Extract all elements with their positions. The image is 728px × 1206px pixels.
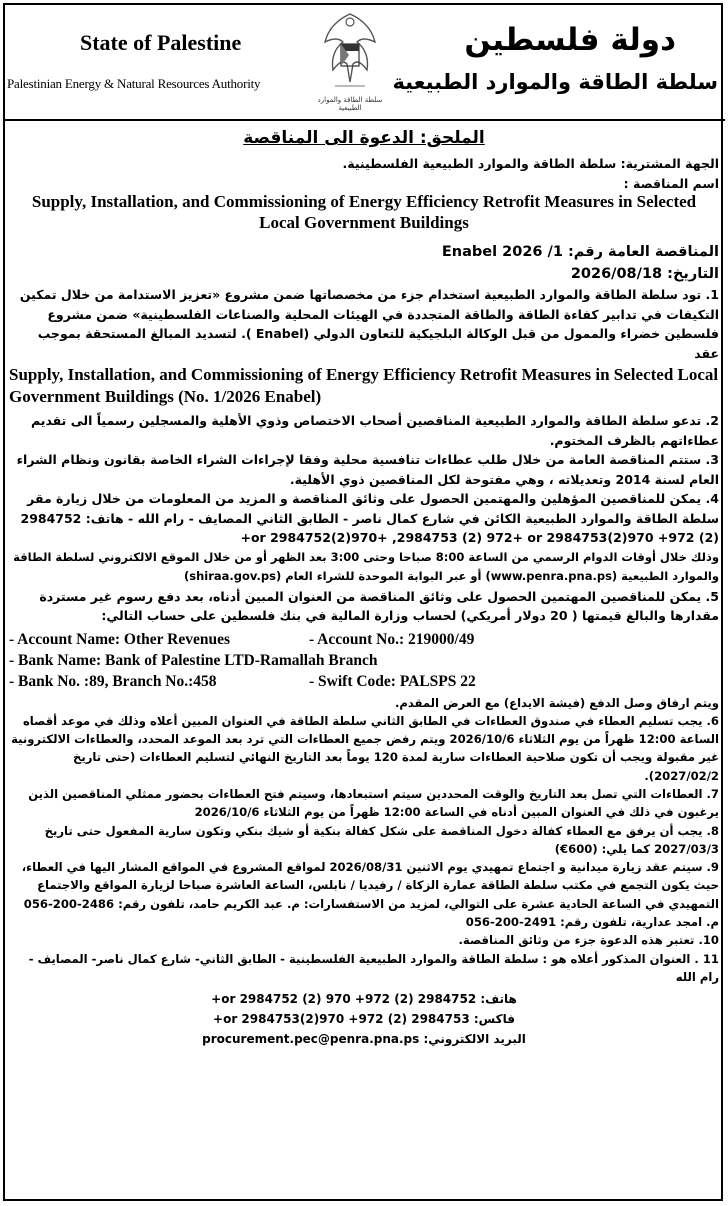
item-5: 5. يمكن للمناقصين المهتمين الحصول على وثائق المناقصة من العنوان المبين أدناه، بعد دفع رسوم غير مستردة مقدارها والبالغ قيمتها ( 20 دولار أمريكي) لحساب وزارة المالية في بنك فلسطين على حساب التالي: xyxy=(39,588,719,623)
header-divider xyxy=(3,119,725,121)
item-4: 4. يمكن للمناقصين المؤهلين والمهتمين الحصول على وثائق المناقصة و المزيد من المعلومات من خلال زيارة مقر سلطة الطاقة والموارد الطبيعية الكائن في شارع كمال ناصر - الطابق الثاني المصايف - رام الله - هاتف: 2984752 (2) 972+ or 2984752(2)970+ ,2984753 (2) 972+ or 2984753(2)970+ xyxy=(20,491,719,545)
item-6: 6. يجب تسليم العطاء في صندوق العطاءات في الطابق الثاني سلطة الطاقة في العنوان المبين أعلاه وذلك في موعد أقصاه الساعة 12:00 ظهراً من يوم الثلاثاء 2026/10/6 ويتم رفض جميع العطاءات التي ترد بعد الموعد المحدد، والعطاءات الالكترونية غير مقبولة ويجب أن تكون صلاحية العطاءات سارية لمدة 120 يوماً بعد التاريخ النهائي لتسليم العطاءات (حتى تاريخ 2027/02/2). xyxy=(11,713,719,783)
bank-number: - Bank No. :89, Branch No.:458 xyxy=(9,672,217,690)
fax-line: فاكس: 2984753 (2) 972+ or 2984753(2)970+ xyxy=(213,1012,515,1027)
item-8: 8. يجب أن يرفق مع العطاء كفالة دخول المناقصة على شكل كفالة بنكية أو شيك بنكي وتكون سارية المفعول حتى تاريخ 2027/03/3 كما يلي: (600€) xyxy=(44,823,719,856)
item-2: 2. تدعو سلطة الطاقة والموارد الطبيعية المناقصين أصحاب الاختصاص وذوي الأهلية والمسجلين رسمياً الى تقديم عطاءاتهم بالظرف المختوم. xyxy=(30,413,719,448)
tender-date: التاريخ: 2026/08/18 xyxy=(570,266,719,282)
item-4-hours: وذلك خلال أوقات الدوام الرسمي من الساعة 8:00 صباحا وحتى 3:00 بعد الظهر أو من خلال الموقع الالكتروني لسلطة الطاقة والموارد الطبيعية (www.penra.pna.ps) أو عبر البوابة الموحدة للشراء العام (shiraa.gov.ps) xyxy=(13,549,719,583)
item-1-en: Supply, Installation, and Commissioning of Energy Efficiency Retrofit Measures in Selected Local Government Buildings (No. 1/2026 Enabel) xyxy=(9,365,719,406)
item-11: 11 . العنوان المذكور أعلاه هو : سلطة الطاقة والموارد الطبيعية الفلسطينية - الطابق الثاني- شارع كمال ناصر- المصايف - رام الله xyxy=(28,951,719,984)
item-9: 9. سيتم عقد زيارة ميدانية و اجتماع تمهيدي يوم الاثنين 2026/08/31 لمواقع المشروع في المواقع المشار اليها في العطاء، حيث يكون التجمع في مكتب سلطة الطاقة عمارة الزكاة / رفيديا / نابلس، الساعة العاشرة صباحا لزيارة المواقع والاجتماع التمهيدي في الساعة الحادية عشرة على التوالي، لمزيد من الاستفسارات: م. عبد الكريم حامد، تلفون رقم: 2486-200-056 م. امجد عدارية، تلفون رقم: 2491-200-056 xyxy=(21,860,719,930)
en-subtitle: Palestinian Energy & Natural Resources Authority xyxy=(7,76,261,91)
receipt-note: ويتم ارفاق وصل الدفع (فيشة الايداع) مع العرض المقدم. xyxy=(394,695,719,710)
letterhead xyxy=(0,0,728,118)
tender-number: المناقصة العامة رقم: Enabel 2026 /1 xyxy=(441,244,719,260)
bank-name: - Bank Name: Bank of Palestine LTD-Ramallah Branch xyxy=(9,651,378,669)
ar-subtitle: سلطة الطاقة والموارد الطبيعية xyxy=(392,70,718,94)
email-line: البريد الالكتروني: procurement.pec@penra.pna.ps xyxy=(202,1032,526,1047)
en-title: State of Palestine xyxy=(80,30,242,55)
bank-details xyxy=(9,629,719,692)
tender-name-label: اسم المناقصة : xyxy=(623,175,719,191)
tender-name-en: Supply, Installation, and Commissioning of Energy Efficiency Retrofit Measures in Selected Local Government Buildings xyxy=(31,192,697,232)
item-10: 10. تعتبر هذه الدعوة جزء من وثائق المناقصة. xyxy=(458,933,719,948)
item-3: 3. ستتم المناقصة العامة من خلال طلب عطاءات تنافسية محلية وفقا لإجراءات الشراء الخاصة بقانون ونظام الشراء العام لسنة 2014 وتعديلاته ، وهي مفتوحة لكل المناقصين ذوي الأهلية. xyxy=(16,452,719,487)
document-body xyxy=(9,126,719,1049)
phone-line: هاتف: 2984752 (2) 972+ or 2984752 (2) 970+ xyxy=(211,992,517,1007)
item-7: 7. العطاءات التي تصل بعد التاريخ والوقت المحددين سيتم استبعادها، وسيتم فتح العطاءات بحضور ممثلي المناقصين الذين يرغبون في ذلك في العنوان المبين أدناه في الساعة 12:00 ظهراً من يوم الثلاثاء 2026/10/6 xyxy=(28,786,719,820)
doc-title: الملحق: الدعوة الى المناقصة xyxy=(243,128,485,148)
logo-caption: سلطة الطاقة والموارد الطبيعية xyxy=(317,96,383,112)
ar-title: دولة فلسطين xyxy=(464,22,676,58)
account-name: - Account Name: Other Revenues xyxy=(9,630,230,648)
account-number: - Account No.: 219000/49 xyxy=(309,630,475,648)
buyer-line: الجهة المشترية: سلطة الطاقة والموارد الطبيعية الفلسطينية. xyxy=(342,156,719,171)
item-1: 1. تود سلطة الطاقة والموارد الطبيعية استخدام جزء من مخصصاتها ضمن مشروع «تعزيز الاستدامة من خلال تمكين التكيفات في تدابير كفاءة الطاقة والطاقة المتجددة في الهيئات المحلية والصناعات الفلسطينية» ضمن مشروع فلسطين خضراء والممول من قبل الوكالة البلجيكية للتعاون الدولي (Enabel ). لتسديد المبالغ المستحقة بموجب عقد xyxy=(19,287,719,361)
swift-code: - Swift Code: PALSPS 22 xyxy=(309,672,476,690)
